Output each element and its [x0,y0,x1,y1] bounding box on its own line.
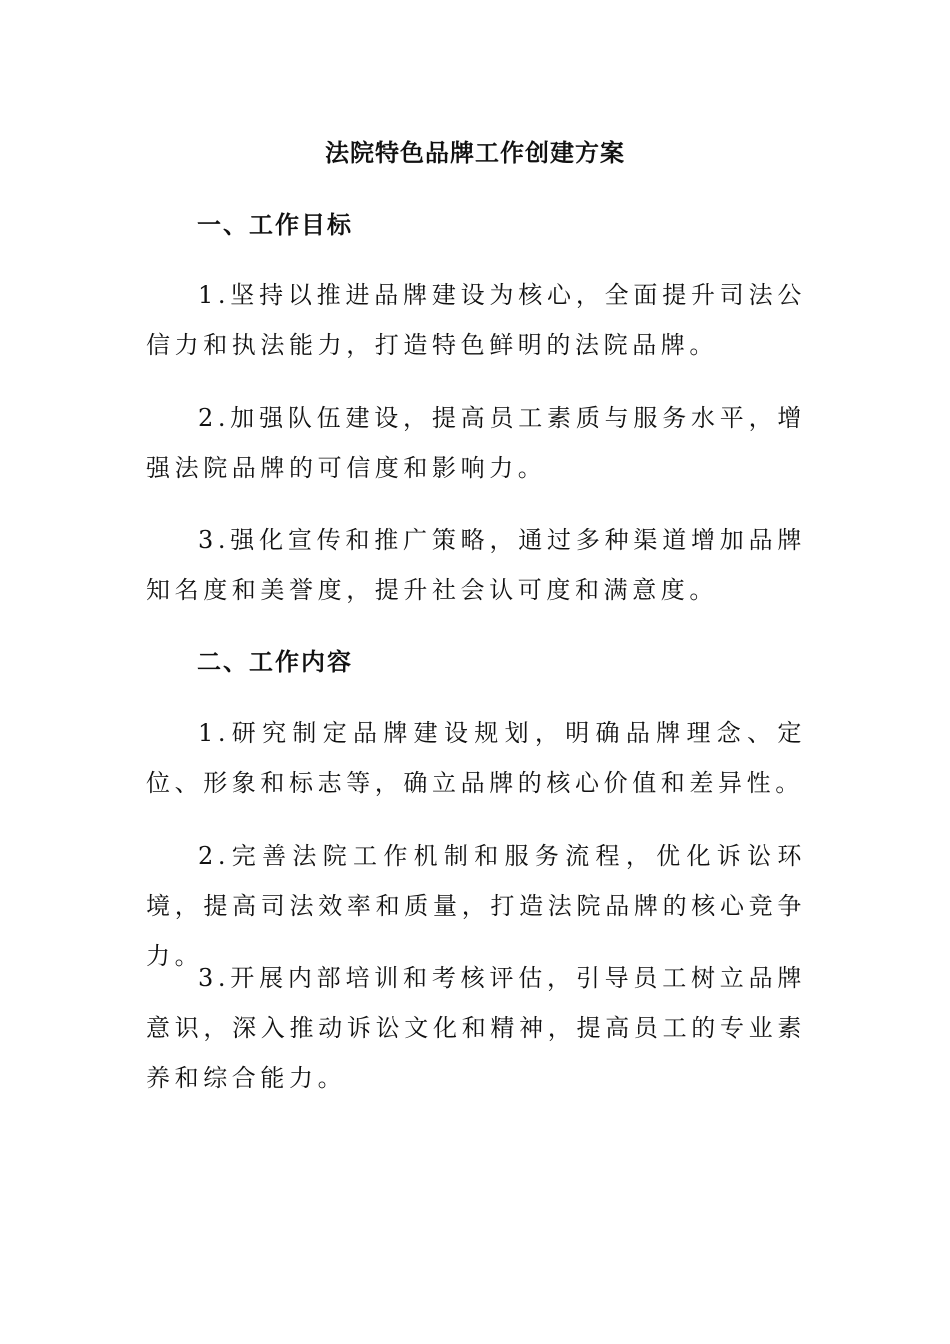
paragraph: 1.坚持以推进品牌建设为核心，全面提升司法公信力和执法能力，打造特色鲜明的法院品牌。 [146,281,806,359]
section-heading-goals: 一、工作目标 [197,211,353,239]
document-title: 法院特色品牌工作创建方案 [325,139,625,167]
section-heading-content: 二、工作内容 [197,648,353,676]
paragraph: 2.加强队伍建设，提高员工素质与服务水平，增强法院品牌的可信度和影响力。 [146,404,806,482]
paragraph: 3.强化宣传和推广策略，通过多种渠道增加品牌知名度和美誉度，提升社会认可度和满意度。 [146,526,806,604]
paragraph: 1.研究制定品牌建设规划，明确品牌理念、定位、形象和标志等，确立品牌的核心价值和差异性。 [146,719,806,797]
paragraph: 3.开展内部培训和考核评估，引导员工树立品牌意识，深入推动诉讼文化和精神，提高员工的专业素养和综合能力。 [146,964,806,1092]
paragraph: 2.完善法院工作机制和服务流程，优化诉讼环境，提高司法效率和质量，打造法院品牌的核心竞争力。 [146,842,806,970]
